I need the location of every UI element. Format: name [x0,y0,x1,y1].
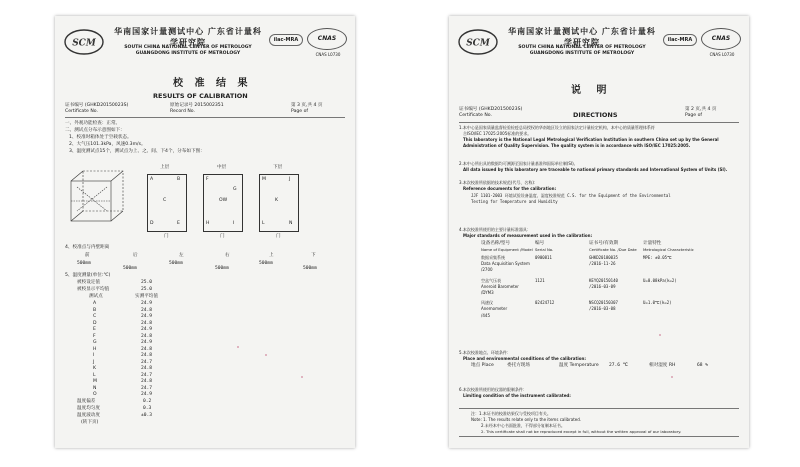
certificate-number: 证书编号 (GHKD20150023S) [459,107,523,112]
page-header [449,26,749,68]
stamp-mark [671,376,673,378]
table-cell-average: 24.7 [141,359,153,365]
item-2: 二、测试点分布示意图如下： [65,128,125,133]
equipment-cell: 1121 [535,277,545,283]
equipment-cell: 空盒气压表 [481,277,501,283]
certificate-label-en: Certificate No. [65,109,98,114]
scm-logo-icon [457,28,499,56]
eq-header-characteristic-en: Metrological Characteristic [643,247,694,252]
header-divider [459,122,739,123]
equipment-cell: /2700 [481,267,493,273]
set-value-label: 被校设定值 [77,280,100,285]
item-3: 1、校准时箱体处于空载状态。 [69,135,132,140]
point-g: G [233,187,237,192]
paragraph-6-en: Limiting condition of the instrument calibrated: [463,393,571,398]
paragraph-3-cn: 3.本次校准所依据的技术规范(代号、名称)： [459,180,538,185]
header-divider [65,117,345,118]
table-cell-point: F [93,333,96,339]
eq-header-serial: 编号 [535,241,545,246]
eq-header-characteristic: 计量特性 [643,241,662,246]
humidity-label: 相对湿度 RH [649,363,676,368]
point-a: A [150,177,154,182]
place-label: 地点 Place [471,363,494,368]
cube-diagram-icon [67,167,129,225]
paragraph-4-cn: 4.本次校准所使用的主要计量标准器具： [459,227,531,232]
table-cell-point: K [93,366,97,371]
equipment-cell: 0900811 [535,255,552,260]
equipment-cell: KEYQ20150140 [589,277,618,283]
paragraph-5-cn: 5.本次校准地点、环境条件： [459,350,511,355]
point-c: C [163,198,167,203]
point-i: I [233,221,235,226]
ilac-mra-badge: ilac-MRA [269,34,303,46]
place-value: 委托方现场 [507,363,530,368]
equipment-cell: /2016-03-09 [589,283,616,289]
deviation-label: 温度偏差 [77,399,96,404]
table-header-average: 实测平均值 [135,294,158,299]
point-f: F [206,177,209,182]
eq-header-name: 设备名称/型号 [481,241,511,246]
table-cell-point: C [93,314,97,319]
eq-header-serial-en: Serial No. [535,247,554,252]
note-1-en: Note: 1. The results relate only to the items calibrated. [471,417,582,422]
table-cell-average: 24.9 [141,314,153,319]
uniformity-value: 0.3 [143,406,152,411]
paragraph-6-cn: 6.本次校准所使用的仪器的限制条件： [459,387,527,392]
table-cell-average: 24.7 [141,372,153,378]
equipment-cell: MPE: ±0.05℃ [643,255,672,260]
reference-document-2: Testing for Temperature and Humidity [471,199,558,204]
point-d: D [150,221,154,226]
paragraph-1-en: This laboratory is the National Legal Metrological Verification Institution in southern China set up by the General [463,137,719,142]
table-cell-point: B [93,307,97,313]
dist-header-top: 上 [269,253,274,258]
item-1: 一、外观功能检查：正常。 [65,121,121,126]
table-header-point: 测试点 [89,294,103,299]
table-cell-point: M [93,379,97,384]
stamp-mark [265,354,267,356]
equipment-cell: Anemometer [481,306,508,312]
point-h: H [206,221,210,226]
door-label-lower: 门 [276,234,281,239]
point-n: N [289,221,293,226]
table-cell-average: 24.9 [141,340,153,345]
note-1-cn: 注：1.本证书的校准结果仅与受校项目有关。 [471,411,551,416]
temperature-value: 27.6 ℃ [609,363,628,368]
fluctuation-label: 温度波动度 [77,413,100,418]
fluctuation-value: ±0.3 [141,413,153,418]
door-label-upper: 门 [164,234,169,239]
cnas-badge: CNAS [307,28,347,50]
note-2-en: 2. This certificate shall not be reproduced except in full, without the written approval of our laboratory. [481,429,682,434]
table-cell-average: 24.8 [141,353,153,358]
notes-divider [459,408,739,409]
paragraph-1-en-2: Administration of Quality Supervision. The quality system is in accordance with ISO/IEC 17025:2005. [463,143,691,148]
page-number-en: Page of [685,113,703,118]
door-label-middle: 门 [220,234,225,239]
record-number: 原始记录号 2015002351 [170,103,224,108]
equipment-cell: /DYM3 [481,290,494,295]
paragraph-3-en: Reference documents for the calibration: [463,186,557,191]
equipment-cell: 02424712 [535,300,555,306]
display-value: 25.0 [141,287,153,292]
eq-header-certificate: 证书号/有效期 [589,241,619,246]
table-cell-average: 24.8 [141,320,153,326]
item-4: 2、大气压101.3kPa，风速0.3m/s。 [69,142,146,147]
table-cell-point: H [93,346,97,352]
paragraph-1-cn-2: 合ISO/IEC 17025:2005标准的要求。 [463,131,532,136]
page-number-en: Page of [291,109,309,114]
table-cell-point: N [93,385,97,391]
certificate-label-en: Certificate No. [459,113,492,118]
item-5: 3、温度测试点15个，测试点为上、之、间、下4个，分布如下图： [69,149,205,154]
table-cell-average: 24.8 [141,333,153,339]
dist-value-front: 500mm [77,261,91,266]
equipment-cell: GHKD20180035 [589,255,618,260]
point-b: B [177,177,181,182]
footer-divider [459,436,739,437]
table-cell-average: 24.8 [141,379,153,384]
dist-header-bottom: 下 [311,253,316,258]
table-cell-average: 24.9 [141,327,153,332]
page-title-en: DIRECTIONS [573,111,618,119]
table-cell-average: 24.8 [141,346,153,352]
equipment-cell: U=1.0℃(k=2) [643,300,672,306]
page-title-cn: 校 准 结 果 [173,78,252,89]
point-j: J [289,177,291,182]
eq-header-certificate-en: Certificate No. /Due Date [589,247,637,252]
stamp-mark [237,346,239,348]
table-cell-average: 24.9 [141,392,153,397]
org-name-en-2: GUANGDONG INSTITUTE OF METROLOGY [529,51,635,56]
seal-label: SCM [72,38,96,49]
display-value-label: 被校显示平均值 [77,287,110,292]
org-name-en: SOUTH CHINA NATIONAL CENTER OF METROLOGY [124,45,252,50]
paragraph-1-cn: 1.本中心是国家质量监督检验检疫总局授权的华南地区设立的国家法定计量检定机构，本中心的质量管理体系符 [459,125,655,130]
humidity-value: 68 % [697,363,709,368]
point-ow: OW [219,198,228,203]
upper-layer-label: 上层 [160,165,170,170]
equipment-cell: 风速仪 [481,300,493,306]
distance-title: 4、校准点与内壁距离 [65,245,110,250]
equipment-cell: 数据采集系统 [481,255,505,260]
org-name-cn: 华南国家计量测试中心 广东省计量科学研究院 [508,27,656,47]
equipment-cell: U=0.08kPa(k=2) [643,277,677,283]
point-m: M [262,177,266,182]
stamp-mark [301,376,303,378]
paragraph-2-en: All data issued by this laboratory are traceable to national primary standards and International System of Units (SI). [463,167,728,172]
page-header [55,26,355,68]
scm-logo-icon [63,28,105,56]
paragraph-2-cn: 2.本中心所出具的数据均可溯源至国家计量基准和国际单位制(SI)。 [459,161,578,166]
table-cell-average: 24.8 [141,307,153,313]
reference-document: JJF 1101-2003 环境试验设备温度、湿度校准规范 C.S. for the Equipment of the Environmental [471,193,671,198]
point-l: L [262,221,265,226]
table-cell-point: L [93,372,96,378]
dist-value-right: 500mm [215,266,229,271]
certificate-number: 证书编号 (GHKD20150023S) [65,103,129,108]
paragraph-5-en: Place and environmental conditions of the calibration: [463,356,586,361]
temperature-label: 温度 Temperature [559,363,599,368]
table-cell-point: D [93,320,97,326]
cnas-badge: CNAS [701,28,741,50]
page-title-en: RESULTS OF CALIBRATION [153,92,248,100]
table-cell-average: 24.7 [141,385,153,391]
directions-page [449,16,749,448]
lower-layer-box [259,174,299,232]
org-name-en-2: GUANGDONG INSTITUTE OF METROLOGY [135,51,241,56]
point-e: E [177,221,180,226]
point-k: K [275,198,279,203]
eq-header-name-en: Name of Equipment /Model [481,247,533,252]
equipment-cell: /2016-03-08 [589,306,616,312]
equipment-cell: Data Acquisition System [481,261,530,267]
record-label-en: Record No. [170,109,195,114]
dist-header-left: 左 [179,253,184,258]
table-cell-point: A [93,301,97,306]
middle-layer-label: 中层 [217,165,227,170]
equipment-cell: NSCQ20150307 [589,300,618,306]
equipment-cell: /445 [481,312,490,318]
equipment-cell: Aneroid Barometer [481,283,519,289]
dist-value-bottom: 500mm [303,266,317,271]
lower-layer-label: 下层 [273,165,283,170]
note-2-cn: 2.未经本中心书面批准，不得部分复制本证书。 [481,423,565,428]
table-cell-point: I [93,353,95,358]
set-value: 25.0 [141,280,153,285]
page-title-cn: 说 明 [571,85,613,96]
table-cell-average: 24.8 [141,366,153,371]
cnas-number: CNAS L0730 [709,52,735,57]
results-page [55,16,355,448]
table-cell-point: E [93,327,96,332]
page-number: 第 2 页,共 4 页 [685,107,717,112]
cnas-number: CNAS L0730 [315,52,341,57]
table-cell-average: 24.9 [141,301,153,306]
temperature-title: 5、温度测量(单位:℃) [65,273,111,278]
table-cell-point: J [93,359,95,365]
deviation-value: 0.2 [143,399,152,404]
seal-label: SCM [466,38,490,49]
paragraph-4-en: Major standards of measurement used in the calibration: [463,233,593,238]
page-number: 第 3 页,共 4 页 [291,103,323,108]
dist-value-left: 500mm [169,261,183,266]
uniformity-label: 温度均匀度 [77,406,100,411]
table-cell-point: O [93,392,97,397]
dist-header-front: 前 [85,253,90,258]
dist-value-top: 500mm [259,261,273,266]
dist-header-right: 右 [225,253,230,258]
dist-header-back: 后 [133,253,138,258]
dist-value-back: 500mm [123,266,137,271]
table-cell-point: G [93,340,97,345]
equipment-cell: /2016-11-26 [589,261,616,267]
continued-label: (转下页) [81,420,99,425]
org-name-en: SOUTH CHINA NATIONAL CENTER OF METROLOGY [518,45,646,50]
stamp-mark [659,334,661,336]
ilac-mra-badge: ilac-MRA [663,34,697,46]
org-name-cn: 华南国家计量测试中心 广东省计量科学研究院 [114,27,262,47]
